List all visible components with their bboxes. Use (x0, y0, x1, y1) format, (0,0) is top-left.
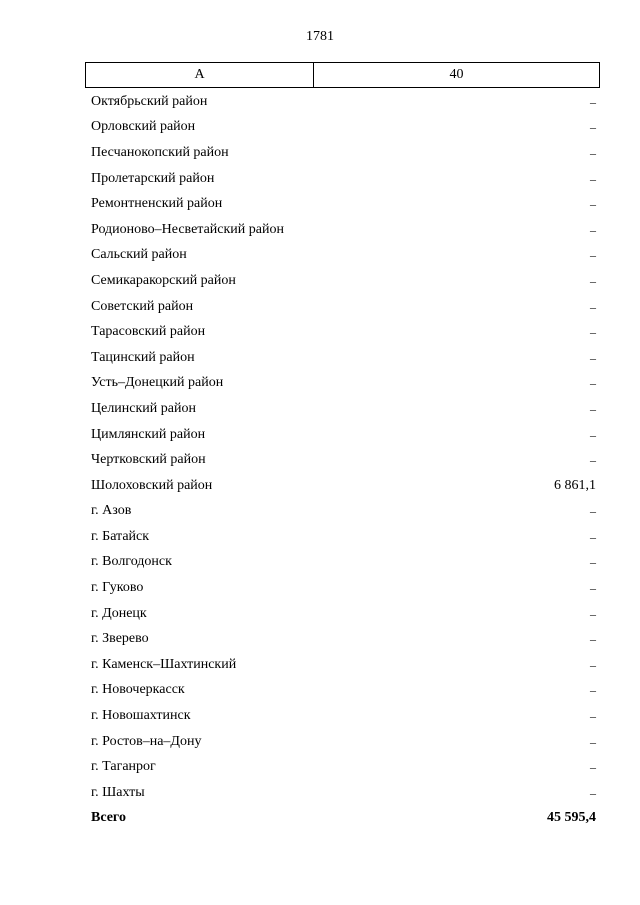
row-value: – (590, 273, 596, 288)
row-label: Усть–Донецкий район (91, 375, 224, 391)
row-label: Чертковский район (91, 452, 206, 468)
row-value: – (590, 325, 596, 340)
row-label: Ремонтненский район (91, 196, 223, 212)
total-value: 45 595,4 (547, 810, 596, 826)
row-value: – (590, 94, 596, 109)
row-value: – (590, 555, 596, 570)
table-row (91, 575, 596, 601)
row-value: – (590, 222, 596, 237)
row-value: – (590, 529, 596, 544)
row-label: Цимлянский район (91, 426, 206, 442)
table-row (91, 754, 596, 780)
table-row (91, 191, 596, 217)
row-value: – (590, 299, 596, 314)
row-label: г. Таганрог (91, 759, 156, 775)
row-label: г. Зверево (91, 631, 149, 647)
row-label: г. Гуково (91, 580, 144, 596)
header-cell-a: А (86, 63, 314, 88)
row-value: – (590, 350, 596, 365)
row-label: Родионово–Несветайский район (91, 221, 284, 237)
table-row (91, 447, 596, 473)
row-value: – (590, 760, 596, 775)
table-row (91, 473, 596, 499)
table-header (85, 62, 600, 88)
row-label: г. Ростов–на–Дону (91, 733, 202, 749)
table-row (91, 780, 596, 806)
row-label: Тацинский район (91, 349, 195, 365)
row-label: Целинский район (91, 400, 196, 416)
page-number: 1781 (306, 29, 334, 44)
total-row (91, 806, 596, 832)
row-value: – (590, 632, 596, 647)
table-row (91, 703, 596, 729)
table-row (91, 140, 596, 166)
row-label: Песчанокопский район (91, 144, 229, 160)
total-label: Всего (91, 810, 126, 826)
row-value: – (590, 504, 596, 519)
row-value: – (590, 376, 596, 391)
row-value: – (590, 734, 596, 749)
row-label: Шолоховский район (91, 477, 213, 493)
row-label: г. Батайск (91, 528, 150, 544)
row-value: – (590, 581, 596, 596)
row-label: г. Каменск–Шахтинский (91, 656, 237, 672)
row-value: – (590, 683, 596, 698)
row-value: – (590, 785, 596, 800)
header-cell-b: 40 (314, 63, 600, 88)
row-label: Орловский район (91, 119, 196, 135)
row-label: г. Донецк (91, 605, 147, 621)
table-row (91, 626, 596, 652)
row-value: – (590, 120, 596, 135)
row-value: – (590, 145, 596, 160)
table-header-row (86, 63, 600, 88)
row-value: – (590, 171, 596, 186)
row-label: г. Волгодонск (91, 554, 172, 570)
row-value: – (590, 427, 596, 442)
table-body (91, 89, 596, 831)
table-row (91, 217, 596, 243)
table-row (91, 396, 596, 422)
row-label: Сальский район (91, 247, 187, 263)
row-value: – (590, 453, 596, 468)
table-row (91, 268, 596, 294)
table-row (91, 601, 596, 627)
row-value: – (590, 709, 596, 724)
table-row (91, 89, 596, 115)
table-row (91, 652, 596, 678)
table-row (91, 243, 596, 269)
table-row (91, 499, 596, 525)
table-row (91, 115, 596, 141)
row-value: – (590, 248, 596, 263)
row-value: – (590, 606, 596, 621)
row-label: г. Новочеркасск (91, 682, 185, 698)
table-row (91, 345, 596, 371)
table-row (91, 678, 596, 704)
table-row (91, 524, 596, 550)
row-value: 6 861,1 (554, 477, 596, 493)
row-label: г. Азов (91, 503, 132, 519)
row-value: – (590, 401, 596, 416)
table-row (91, 729, 596, 755)
row-value: – (590, 657, 596, 672)
row-label: г. Шахты (91, 784, 145, 800)
row-label: г. Новошахтинск (91, 708, 191, 724)
table-row (91, 319, 596, 345)
row-label: Октябрьский район (91, 93, 208, 109)
row-label: Советский район (91, 298, 194, 314)
table-row (91, 550, 596, 576)
table-row (91, 371, 596, 397)
table-row (91, 422, 596, 448)
table-row (91, 294, 596, 320)
table-row (91, 166, 596, 192)
row-label: Тарасовский район (91, 324, 206, 340)
row-label: Семикаракорский район (91, 272, 236, 288)
row-value: – (590, 197, 596, 212)
row-label: Пролетарский район (91, 170, 215, 186)
